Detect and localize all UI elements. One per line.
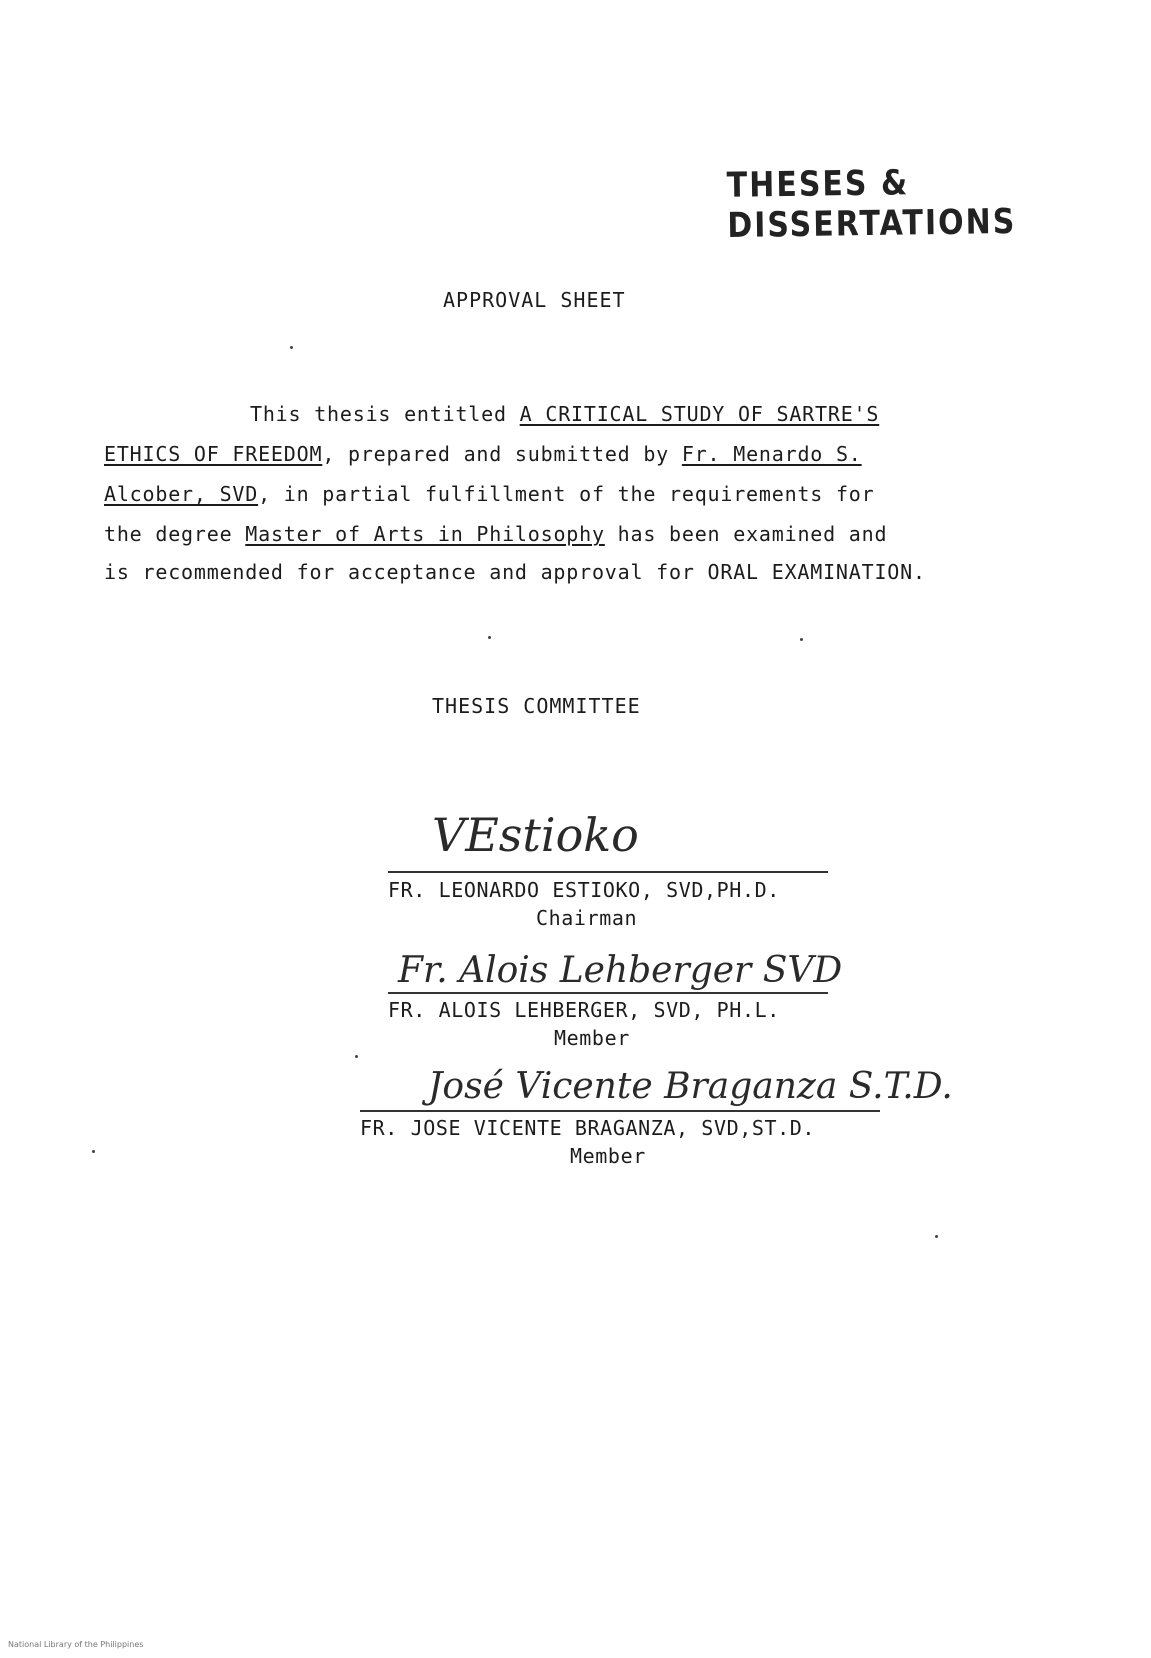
scan-speck — [800, 638, 803, 641]
scan-footer: National Library of the Philippines — [8, 1640, 144, 1649]
paragraph-line-4: the degree Master of Arts in Philosophy has been examined and — [104, 522, 888, 546]
signature-member-1: Fr. Alois Lehberger SVD — [398, 950, 843, 991]
chairman-name: FR. LEONARDO ESTIOKO, SVD,PH.D. — [388, 878, 780, 902]
member-1-name: FR. ALOIS LEHBERGER, SVD, PH.L. — [388, 998, 780, 1022]
paragraph-line-1: This thesis entitled A CRITICAL STUDY OF SARTRE'S — [250, 402, 880, 426]
thesis-title-cont: ETHICS OF FREEDOM — [104, 442, 323, 466]
scan-speck — [92, 1150, 95, 1153]
signature-chairman: VEstioko — [432, 808, 639, 862]
paragraph-line-3: Alcober, SVD, in partial fulfillment of the requirements for — [104, 482, 875, 506]
chairman-role: Chairman — [536, 906, 638, 930]
paragraph-line-5: is recommended for acceptance and approval for ORAL EXAMINATION. — [104, 560, 926, 584]
paragraph-line-2: ETHICS OF FREEDOM, prepared and submitted by Fr. Menardo S. — [104, 442, 862, 466]
scan-speck — [488, 636, 491, 639]
signature-member-2: José Vicente Braganza S.T.D. — [428, 1066, 953, 1107]
scan-speck — [355, 1055, 358, 1058]
document-title: APPROVAL SHEET — [443, 288, 626, 312]
signature-line — [388, 992, 828, 994]
theses-dissertations-stamp: THESES & DISSERTATIONS — [726, 163, 1017, 247]
thesis-title: A CRITICAL STUDY OF SARTRE'S — [519, 402, 880, 426]
degree-name: Master of Arts in Philosophy — [245, 522, 605, 546]
committee-title: THESIS COMMITTEE — [432, 694, 641, 718]
scan-speck — [935, 1235, 938, 1238]
member-2-role: Member — [570, 1144, 646, 1168]
author-name-cont: Alcober, SVD — [104, 482, 259, 506]
signature-line — [388, 871, 828, 873]
member-1-role: Member — [554, 1026, 630, 1050]
scan-speck — [290, 346, 293, 349]
signature-line — [360, 1110, 880, 1112]
author-name: Fr. Menardo S. — [681, 442, 862, 466]
member-2-name: FR. JOSE VICENTE BRAGANZA, SVD,ST.D. — [360, 1116, 816, 1140]
